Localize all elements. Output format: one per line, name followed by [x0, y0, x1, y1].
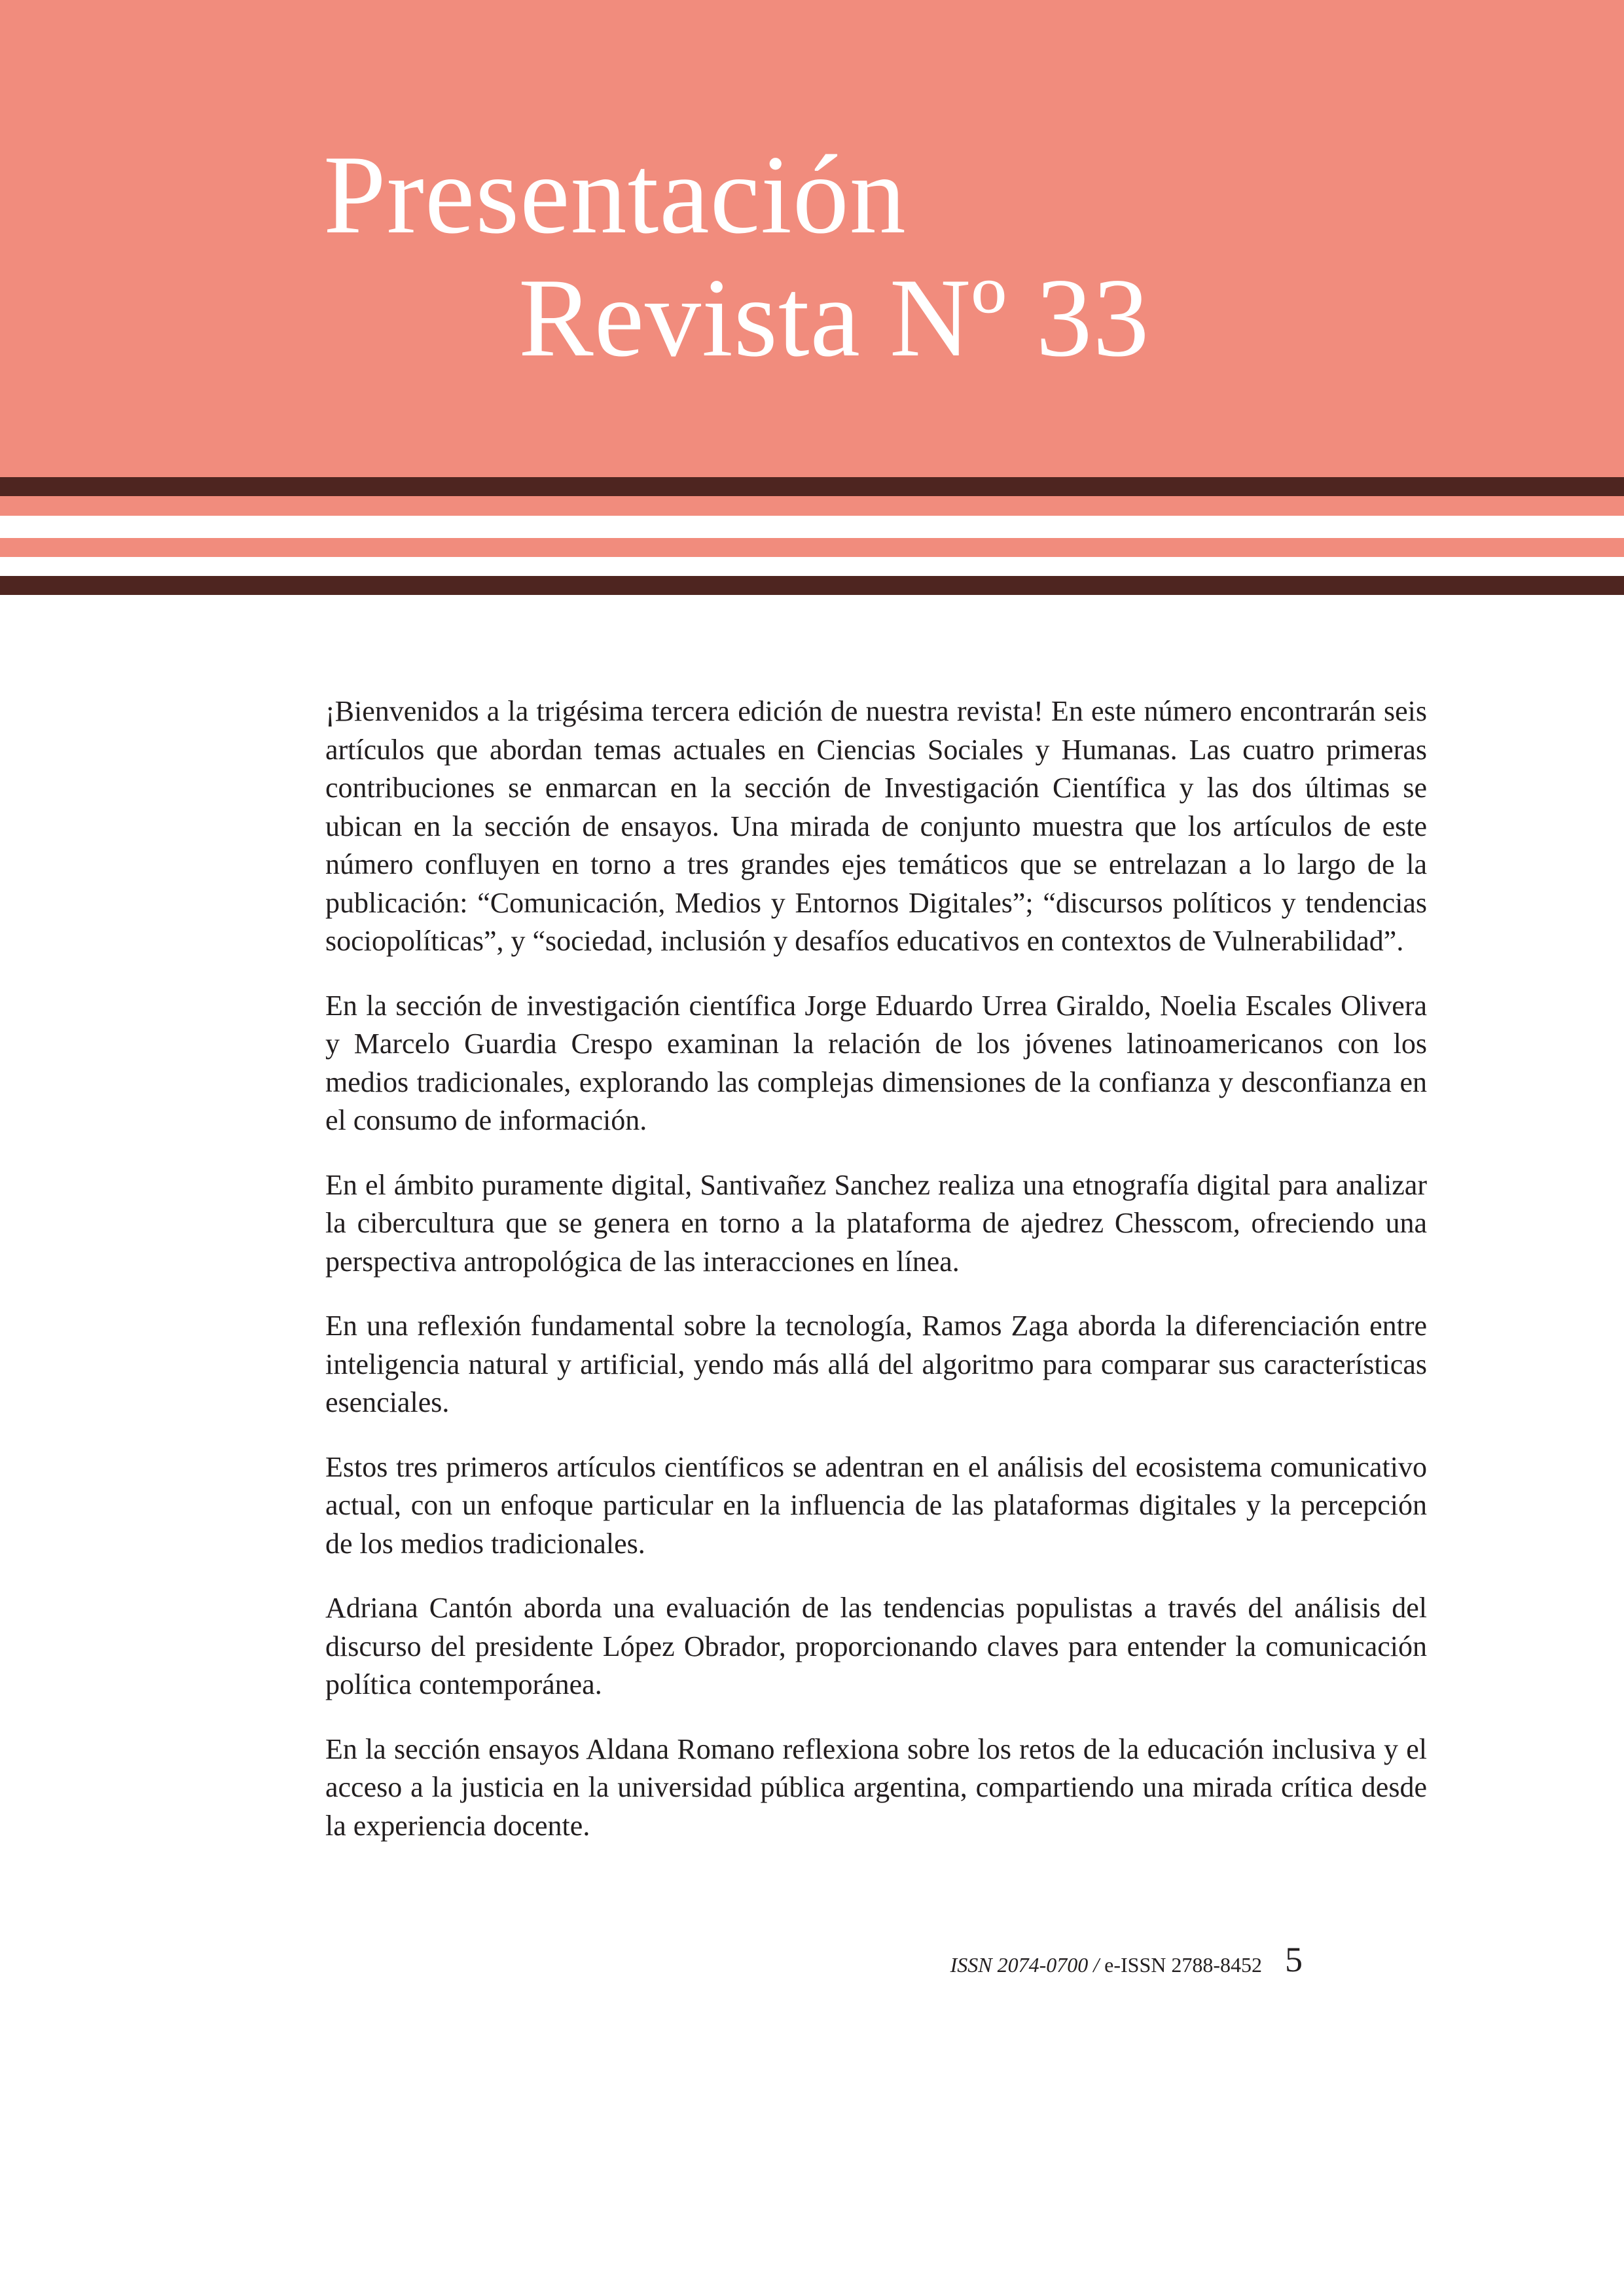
page-title-line-2: Revista Nº 33 — [518, 256, 1150, 380]
divider-stripe-brown-top — [0, 477, 1624, 496]
body-paragraph: En la sección ensayos Aldana Romano reflexiona sobre los retos de la educación inclusiva y el acceso a la justicia en la universidad pública argentina, compartiendo una mirada crítica desde la experiencia docente. — [325, 1732, 1427, 1842]
body-paragraph: En la sección de investigación científica Jorge Eduardo Urrea Giraldo, Noelia Escales Olivera y Marcelo Guardia Crespo examinan la relación de los jóvenes latinoamericanos con los medios tradicionales, explorando las complejas dimensiones de la confianza y desconfianza en el consumo de información. — [325, 989, 1427, 1136]
body-paragraph: En el ámbito puramente digital, Santivañez Sanchez realiza una etnografía digital para analizar la cibercultura que se genera en torno a la plataforma de ajedrez Chesscom, ofreciendo una perspectiva antropológica de las interacciones en línea. — [325, 1168, 1427, 1278]
body-paragraph: Estos tres primeros artículos científicos se adentran en el análisis del ecosistema comunicativo actual, con un enfoque particular en la influencia de las plataformas digitales y la percepción de los medios tradicionales. — [325, 1450, 1427, 1560]
body-paragraph: ¡Bienvenidos a la trigésima tercera edición de nuestra revista! En este número encontrarán seis artículos que abordan temas actuales en Ciencias Sociales y Humanas. Las cuatro primeras contribuciones se enmarcan en la sección de Investigación Científica y las dos últimas se ubican en la sección de ensayos. Una mirada de conjunto muestra que los artículos de este número confluyen en torno a tres grandes ejes temáticos que se entrelazan a lo largo de la publicación: “Comunicación, Medios y Entornos Digitales”; “discursos políticos y tendencias sociopolíticas”, y “sociedad, inclusión y desafíos educativos en contextos de Vulnerabilidad”. — [325, 695, 1427, 957]
divider-stripe-salmon-lower — [0, 538, 1624, 557]
page-title-line-1: Presentación — [323, 133, 907, 257]
body-paragraph: En una reflexión fundamental sobre la tecnología, Ramos Zaga aborda la diferenciación entre inteligencia natural y artificial, yendo más allá del algoritmo para comparar sus características esenciales. — [325, 1310, 1427, 1418]
body-paragraph: Adriana Cantón aborda una evaluación de las tendencias populistas a través del análisis del discurso del presidente López Obrador, proporcionando claves para entender la comunicación política contemporánea. — [325, 1592, 1427, 1700]
header-banner — [0, 0, 1624, 477]
divider-stripe-salmon-upper — [0, 496, 1624, 516]
body-text — [325, 692, 1427, 1871]
issn-print-label: ISSN 2074-0700 / — [950, 1953, 1105, 1977]
issn-electronic-label: e-ISSN 2788-8452 — [1104, 1953, 1262, 1977]
footer-issn — [950, 1954, 1262, 1975]
divider-stripe-brown-bottom — [0, 576, 1624, 595]
page-number: 5 — [1285, 1940, 1303, 1979]
